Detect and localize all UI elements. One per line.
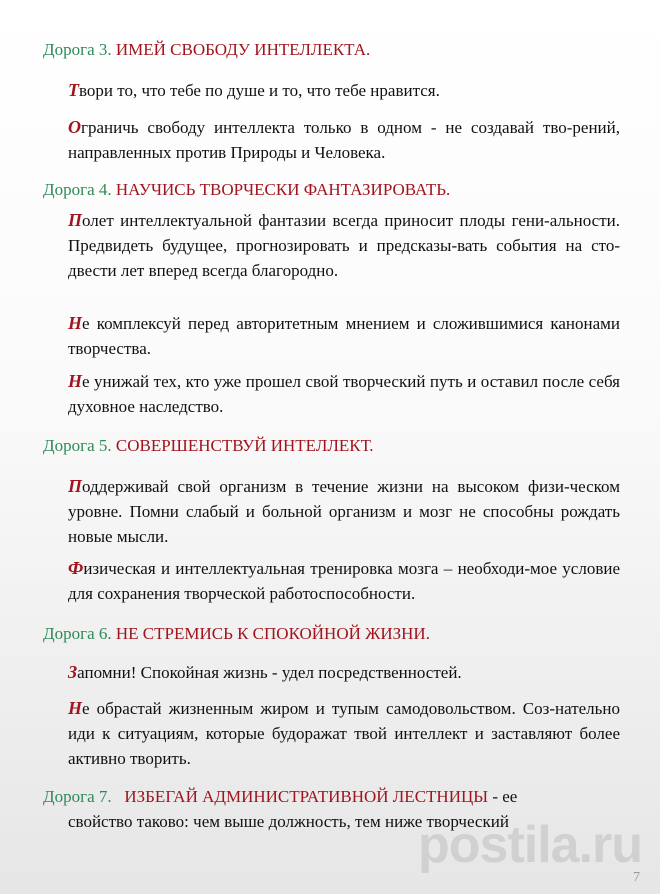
paragraph-text: свойство таково: чем выше должность, тем ниже творческий <box>68 812 509 831</box>
section-title: СОВЕРШЕНСТВУЙ ИНТЕЛЛЕКТ. <box>115 436 374 455</box>
section-title: ИМЕЙ СВОБОДУ ИНТЕЛЛЕКТА. <box>115 40 371 59</box>
paragraph-text: апомни! Спокойная жизнь - удел посредственностей. <box>77 663 462 682</box>
paragraph <box>68 78 620 103</box>
section-lead: Дорога 6. <box>43 624 112 643</box>
paragraph-text: е унижай тех, кто уже прошел свой творческий путь и оставил после себя духовное наследство. <box>68 372 620 416</box>
section-title: ИЗБЕГАЙ АДМИНИСТРАТИВНОЙ ЛЕСТНИЦЫ <box>124 787 489 806</box>
paragraph-text: е комплексуй перед авторитетным мнением и сложившимися канонами творчества. <box>68 314 620 358</box>
paragraph <box>68 115 620 165</box>
paragraph <box>68 311 620 361</box>
section-heading-road-4 <box>43 180 450 200</box>
paragraph-text: изическая и интеллектуальная тренировка мозга – необходи-мое условие для сохранения творческой работоспособности. <box>68 559 620 603</box>
section-title: НЕ СТРЕМИСЬ К СПОКОЙНОЙ ЖИЗНИ. <box>115 624 430 643</box>
paragraph-text: оддерживай свой организм в течение жизни на высоком физи-ческом уровне. Помни слабый и больной организм и мозг не способны рождать новые мысли. <box>68 477 620 546</box>
paragraph-text: вори то, что тебе по душе и то, что тебе нравится. <box>79 81 440 100</box>
section-title: НАУЧИСЬ ТВОРЧЕСКИ ФАНТАЗИРОВАТЬ. <box>115 180 451 199</box>
paragraph-text: граничь свободу интеллекта только в одном - не создавай тво-рений, направленных против Природы и Человека. <box>68 118 620 162</box>
drop-cap: Н <box>68 313 83 333</box>
paragraph <box>68 474 620 549</box>
drop-cap: П <box>68 210 83 230</box>
paragraph <box>68 696 620 771</box>
drop-cap: Т <box>68 80 79 100</box>
paragraph <box>68 556 620 606</box>
paragraph <box>68 208 620 283</box>
drop-cap: Н <box>68 698 83 718</box>
section-heading-road-5 <box>43 436 374 456</box>
paragraph <box>68 369 620 419</box>
section-lead: Дорога 5. <box>43 436 112 455</box>
section-lead: Дорога 4. <box>43 180 112 199</box>
section-lead: Дорога 3. <box>43 40 112 59</box>
watermark: postila.ru <box>418 816 643 874</box>
page-number: 7 <box>633 870 640 885</box>
section-lead: Дорога 7. <box>43 787 112 806</box>
section-heading-road-6 <box>43 624 430 644</box>
section-title-tail: - ее <box>492 787 518 806</box>
drop-cap: Н <box>68 371 83 391</box>
section-heading-road-3 <box>43 40 370 60</box>
paragraph-text: олет интеллектуальной фантазии всегда приносит плоды гени-альности. Предвидеть будущее, прогнозировать и предсказы-вать события на сто-двести лет вперед всегда благородно. <box>68 211 620 280</box>
drop-cap: З <box>68 662 78 682</box>
paragraph-text: е обрастай жизненным жиром и тупым самодовольством. Соз-нательно иди к ситуациям, которые будоражат твой интеллект и заставляют более активно творить. <box>68 699 620 768</box>
paragraph <box>68 660 620 685</box>
drop-cap: П <box>68 476 83 496</box>
drop-cap: Ф <box>68 558 84 578</box>
drop-cap: О <box>68 117 81 137</box>
